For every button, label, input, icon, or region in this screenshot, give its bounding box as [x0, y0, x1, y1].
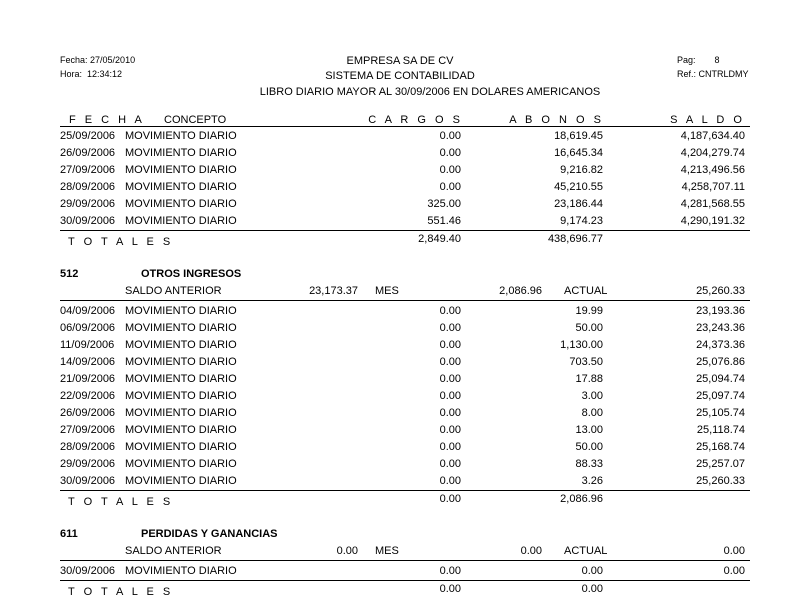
- entry-concept: MOVIMIENTO DIARIO: [125, 339, 237, 351]
- entry-date: 04/09/2006: [60, 305, 116, 317]
- totals-label: T O T A L E S: [68, 586, 174, 598]
- column-header-fecha: F E C H A: [69, 114, 145, 126]
- system-name: SISTEMA DE CONTABILIDAD: [325, 70, 475, 82]
- entry-date: 27/09/2006: [60, 164, 116, 176]
- mes-value: 0.00: [520, 545, 542, 557]
- entry-date: 26/09/2006: [60, 147, 116, 159]
- entry-saldo: 23,243.36: [696, 322, 745, 334]
- page-number: [677, 54, 720, 67]
- company-name: EMPRESA SA DE CV: [346, 55, 454, 67]
- print-date-value: 27/05/2010: [90, 55, 136, 65]
- totals-abonos: 438,696.77: [547, 233, 603, 245]
- account-number: 611: [60, 528, 78, 540]
- entry-abonos: 88.33: [575, 458, 603, 470]
- entry-date: 27/09/2006: [60, 424, 116, 436]
- entry-abonos: 19.99: [575, 305, 603, 317]
- entry-concept: MOVIMIENTO DIARIO: [125, 322, 237, 334]
- entry-concept: MOVIMIENTO DIARIO: [125, 441, 237, 453]
- mes-value: 2,086.96: [499, 285, 542, 297]
- entry-abonos: 50.00: [575, 441, 603, 453]
- print-date: [60, 54, 135, 67]
- entry-cargos: 0.00: [439, 407, 461, 419]
- mes-label: MES: [375, 285, 399, 297]
- entry-cargos: 0.00: [439, 475, 461, 487]
- page-number-label: Pag:: [677, 55, 696, 65]
- entry-abonos: 23,186.44: [554, 198, 603, 210]
- entry-abonos: 50.00: [575, 322, 603, 334]
- report-reference-label: Ref.:: [677, 69, 697, 79]
- entry-saldo: 25,094.74: [696, 373, 745, 385]
- entry-date: 30/09/2006: [60, 475, 116, 487]
- entry-saldo: 25,118.74: [696, 424, 745, 436]
- entry-concept: MOVIMIENTO DIARIO: [125, 565, 237, 577]
- entry-abonos: 17.88: [575, 373, 603, 385]
- totals-label: T O T A L E S: [68, 496, 174, 508]
- actual-label: ACTUAL: [564, 285, 608, 297]
- entry-abonos: 8.00: [581, 407, 603, 419]
- entry-saldo: 25,260.33: [696, 475, 745, 487]
- entry-saldo: 4,258,707.11: [681, 181, 745, 193]
- entry-saldo: 24,373.36: [696, 339, 745, 351]
- entry-abonos: 16,645.34: [554, 147, 603, 159]
- entry-abonos: 45,210.55: [554, 181, 603, 193]
- column-header-cargos: C A R G O S: [368, 114, 463, 126]
- entry-concept: MOVIMIENTO DIARIO: [125, 475, 237, 487]
- entry-abonos: 3.26: [581, 475, 603, 487]
- entry-abonos: 9,174.23: [560, 215, 603, 227]
- entry-abonos: 0.00: [581, 565, 603, 577]
- entry-date: 30/09/2006: [60, 565, 116, 577]
- entry-saldo: 25,105.74: [696, 407, 745, 419]
- entry-date: 11/09/2006: [60, 339, 115, 351]
- entry-concept: MOVIMIENTO DIARIO: [125, 305, 237, 317]
- entry-cargos: 0.00: [439, 373, 461, 385]
- entry-cargos: 0.00: [439, 181, 461, 193]
- entry-cargos: 0.00: [439, 130, 461, 142]
- totals-label: T O T A L E S: [68, 236, 174, 248]
- entry-saldo: 25,076.86: [696, 356, 745, 368]
- entry-concept: MOVIMIENTO DIARIO: [125, 424, 237, 436]
- entry-abonos: 9,216.82: [560, 164, 603, 176]
- entry-concept: MOVIMIENTO DIARIO: [125, 407, 237, 419]
- entry-saldo: 4,204,279.74: [680, 147, 745, 159]
- entry-cargos: 0.00: [439, 390, 461, 402]
- report-reference: [677, 68, 749, 81]
- block-total-rule: [60, 230, 750, 231]
- entry-date: 30/09/2006: [60, 215, 116, 227]
- entry-concept: MOVIMIENTO DIARIO: [125, 356, 237, 368]
- entry-saldo: 4,213,496.56: [680, 164, 745, 176]
- block-total-rule: [60, 490, 750, 491]
- entry-date: 14/09/2006: [60, 356, 116, 368]
- column-header-rule: [60, 126, 750, 127]
- entry-cargos: 0.00: [439, 339, 461, 351]
- report-reference-value: CNTRLDMY: [698, 69, 749, 79]
- entry-cargos: 0.00: [439, 441, 461, 453]
- entry-abonos: 1,130.00: [560, 339, 603, 351]
- totals-cargos: 0.00: [439, 583, 461, 595]
- saldo-anterior-value: 0.00: [336, 545, 358, 557]
- print-date-label: Fecha:: [60, 55, 88, 65]
- actual-label: ACTUAL: [564, 545, 608, 557]
- entry-cargos: 0.00: [439, 458, 461, 470]
- entry-concept: MOVIMIENTO DIARIO: [125, 147, 237, 159]
- entry-saldo: 4,281,568.55: [680, 198, 745, 210]
- block-total-rule: [60, 580, 750, 581]
- entry-cargos: 0.00: [439, 322, 461, 334]
- entry-date: 06/09/2006: [60, 322, 116, 334]
- column-header-saldo: S A L D O: [670, 114, 745, 126]
- entry-concept: MOVIMIENTO DIARIO: [125, 390, 237, 402]
- saldo-anterior-value: 23,173.37: [309, 285, 358, 297]
- totals-abonos: 2,086.96: [560, 493, 603, 505]
- report-title: LIBRO DIARIO MAYOR AL 30/09/2006 EN DOLARES AMERICANOS: [259, 86, 601, 98]
- entry-abonos: 18,619.45: [554, 130, 603, 142]
- entry-cargos: 551.46: [427, 215, 461, 227]
- entry-date: 22/09/2006: [60, 390, 116, 402]
- entry-date: 28/09/2006: [60, 441, 116, 453]
- account-name: OTROS INGRESOS: [141, 268, 242, 280]
- entry-concept: MOVIMIENTO DIARIO: [125, 198, 237, 210]
- entry-cargos: 325.00: [427, 198, 461, 210]
- entry-concept: MOVIMIENTO DIARIO: [125, 215, 237, 227]
- print-time: [60, 68, 122, 81]
- entry-cargos: 0.00: [439, 565, 461, 577]
- entry-concept: MOVIMIENTO DIARIO: [125, 181, 237, 193]
- entry-concept: MOVIMIENTO DIARIO: [125, 164, 237, 176]
- entry-date: 21/09/2006: [60, 373, 116, 385]
- entry-date: 25/09/2006: [60, 130, 116, 142]
- entry-cargos: 0.00: [439, 147, 461, 159]
- entry-cargos: 0.00: [439, 356, 461, 368]
- entry-cargos: 0.00: [439, 305, 461, 317]
- column-header-abonos: A B O N O S: [509, 114, 604, 126]
- mes-label: MES: [375, 545, 399, 557]
- entry-saldo: 25,097.74: [696, 390, 745, 402]
- entry-cargos: 0.00: [439, 164, 461, 176]
- totals-cargos: 2,849.40: [418, 233, 461, 245]
- actual-value: 0.00: [723, 545, 745, 557]
- entry-saldo: 0.00: [723, 565, 745, 577]
- print-time-label: Hora:: [60, 69, 83, 79]
- entry-date: 29/09/2006: [60, 458, 116, 470]
- account-summary-rule: [60, 300, 750, 301]
- actual-value: 25,260.33: [696, 285, 745, 297]
- entry-date: 26/09/2006: [60, 407, 116, 419]
- account-summary-rule: [60, 560, 750, 561]
- entry-saldo: 25,168.74: [696, 441, 745, 453]
- entry-date: 28/09/2006: [60, 181, 116, 193]
- account-number: 512: [60, 268, 79, 280]
- entry-date: 29/09/2006: [60, 198, 116, 210]
- entry-concept: MOVIMIENTO DIARIO: [125, 130, 237, 142]
- saldo-anterior-label: SALDO ANTERIOR: [125, 285, 222, 297]
- entry-saldo: 4,187,634.40: [680, 130, 745, 142]
- print-time-value: 12:34:12: [87, 69, 123, 79]
- column-header-concepto: CONCEPTO: [164, 114, 227, 126]
- entry-abonos: 13.00: [575, 424, 603, 436]
- entry-cargos: 0.00: [439, 424, 461, 436]
- entry-abonos: 3.00: [581, 390, 603, 402]
- totals-cargos: 0.00: [439, 493, 461, 505]
- entry-concept: MOVIMIENTO DIARIO: [125, 373, 237, 385]
- entry-saldo: 23,193.36: [696, 305, 745, 317]
- page-number-value: 8: [714, 55, 720, 65]
- entry-saldo: 25,257.07: [696, 458, 745, 470]
- account-name: PERDIDAS Y GANANCIAS: [141, 528, 278, 540]
- entry-concept: MOVIMIENTO DIARIO: [125, 458, 237, 470]
- saldo-anterior-label: SALDO ANTERIOR: [125, 545, 222, 557]
- totals-abonos: 0.00: [581, 583, 603, 595]
- entry-saldo: 4,290,191.32: [680, 215, 745, 227]
- entry-abonos: 703.50: [569, 356, 603, 368]
